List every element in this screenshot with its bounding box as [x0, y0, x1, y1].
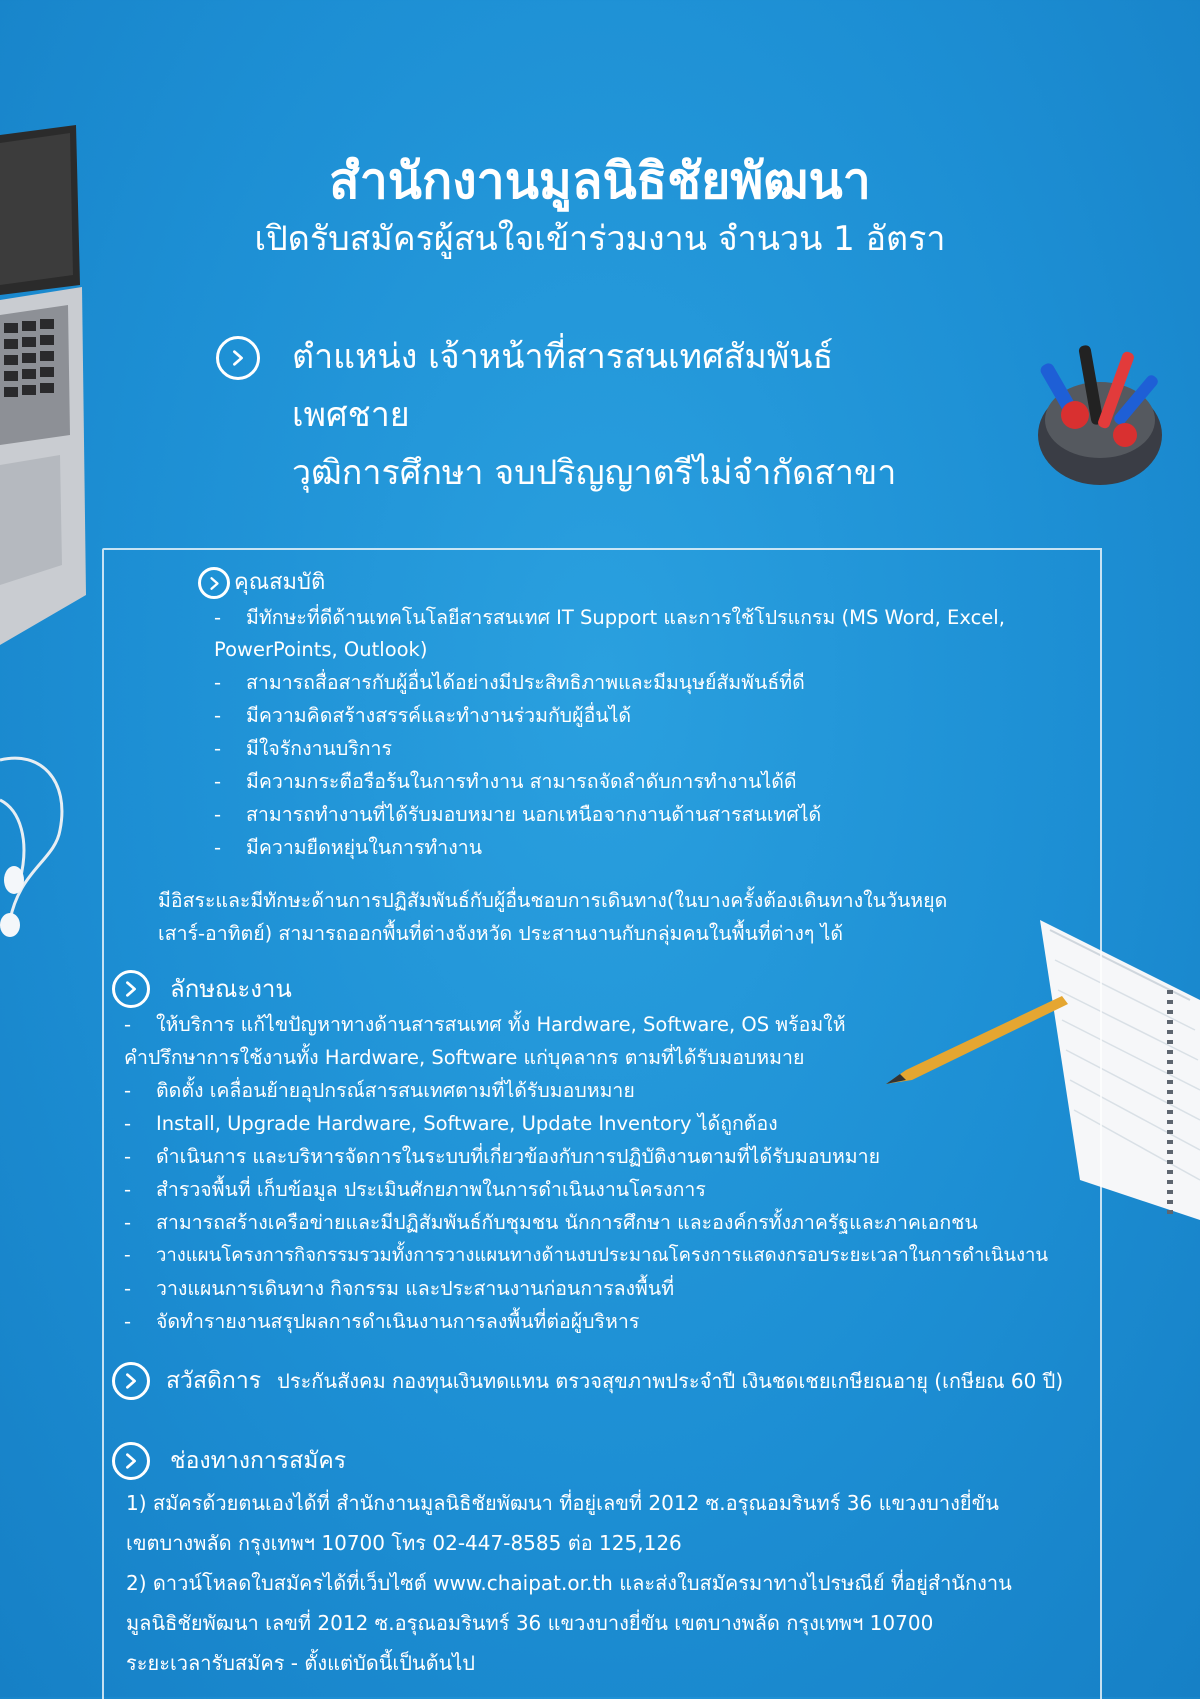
apply-line: ระยะเวลารับสมัคร - ตั้งแต่บัดนี้เป็นต้นไป — [126, 1651, 475, 1675]
chevron-circle-right-icon — [198, 567, 230, 599]
qualifications-note: มีอิสระและมีทักษะด้านการปฏิสัมพันธ์กับผู้อื่นชอบการเดินทาง(ในบางครั้งต้องเดินทางในวันหยุด — [158, 889, 948, 912]
apply-heading-label: ช่องทางการสมัคร — [170, 1448, 347, 1474]
chevron-circle-right-icon — [216, 336, 260, 380]
list-item: - มีทักษะที่ดีด้านเทคโนโลยีสารสนเทศ IT Support และการใช้โปรแกรม (MS Word, Excel, — [214, 606, 1005, 629]
list-item: - มีความกระตือรือร้นในการทำงาน สามารถจัดลำดับการทำงานได้ดี — [214, 770, 797, 793]
list-item: - สามารถสื่อสารกับผู้อื่นได้อย่างมีประสิทธิภาพและมีมนุษย์สัมพันธ์ที่ดี — [214, 671, 805, 694]
list-item: - วางแผนโครงการกิจกรรมรวมทั้งการวางแผนทางด้านงบประมาณโครงการแสดงกรอบระยะเวลาในการดำเนินงาน — [124, 1245, 1049, 1266]
list-item: - สามารถทำงานที่ได้รับมอบหมาย นอกเหนือจากงานด้านสารสนเทศได้ — [214, 803, 822, 826]
chevron-circle-right-icon — [112, 970, 150, 1008]
apply-heading — [112, 1442, 346, 1480]
welfare-heading: สวัสดิการ — [166, 1368, 262, 1394]
welfare-text: ประกันสังคม กองทุนเงินทดแทน ตรวจสุขภาพประจำปี เงินชดเชยเกษียณอายุ (เกษียณ 60 ปี) — [277, 1369, 1064, 1393]
list-item: - สามารถสร้างเครือข่ายและมีปฏิสัมพันธ์กับชุมชน นักการศึกษา และองค์กรทั้งภาครัฐและภาคเอกชน — [124, 1211, 978, 1234]
position-title: ตำแหน่ง เจ้าหน้าที่สารสนเทศสัมพันธ์ — [292, 337, 834, 377]
chevron-circle-right-icon — [112, 1362, 150, 1400]
list-item: - สำรวจพื้นที่ เก็บข้อมูล ประเมินศักยภาพในการดำเนินงานโครงการ — [124, 1178, 706, 1201]
qualifications-note: เสาร์-อาทิตย์) สามารถออกพื้นที่ต่างจังหวัด ประสานงานกับกลุ่มคนในพื้นที่ต่างๆ ได้ — [158, 922, 844, 945]
job-heading-label: ลักษณะงาน — [170, 975, 292, 1003]
position-education: วุฒิการศึกษา จบปริญญาตรีไม่จำกัดสาขา — [292, 453, 897, 493]
apply-line: มูลนิธิชัยพัฒนา เลขที่ 2012 ซ.อรุณอมรินทร์ 36 แขวงบางยี่ขัน เขตบางพลัด กรุงเทพฯ 10700 — [126, 1611, 934, 1635]
page-subtitle: เปิดรับสมัครผู้สนใจเข้าร่วมงาน จำนวน 1 อัตรา — [254, 219, 946, 259]
earphone-icon — [0, 740, 80, 940]
apply-line: 1) สมัครด้วยตนเองได้ที่ สำนักงานมูลนิธิชัยพัฒนา ที่อยู่เลขที่ 2012 ซ.อรุณอมรินทร์ 36 แขวงบางยี่ขัน — [126, 1491, 999, 1515]
job-heading — [112, 970, 292, 1008]
welfare-row — [112, 1362, 1063, 1400]
list-item: - Install, Upgrade Hardware, Software, Update Inventory ได้ถูกต้อง — [124, 1112, 778, 1135]
pen-cup-icon — [1015, 340, 1185, 490]
list-item: คำปรึกษาการใช้งานทั้ง Hardware, Software แก่บุคลากร ตามที่ได้รับมอบหมาย — [124, 1046, 805, 1069]
list-item: - ให้บริการ แก้ไขปัญหาทางด้านสารสนเทศ ทั้ง Hardware, Software, OS พร้อมให้ — [124, 1013, 846, 1036]
list-item: - มีความยืดหยุ่นในการทำงาน — [214, 836, 483, 859]
position-gender: เพศชาย — [292, 395, 410, 435]
list-item: - ติดตั้ง เคลื่อนย้ายอุปกรณ์สารสนเทศตามที่ได้รับมอบหมาย — [124, 1079, 635, 1102]
qualifications-heading — [198, 567, 325, 599]
list-item: - มีความคิดสร้างสรรค์และทำงานร่วมกับผู้อื่นได้ — [214, 704, 632, 727]
list-item: - วางแผนการเดินทาง กิจกรรม และประสานงานก่อนการลงพื้นที่ — [124, 1277, 675, 1300]
page-title: สำนักงานมูลนิธิชัยพัฒนา — [329, 152, 871, 210]
apply-line: 2) ดาวน์โหลดใบสมัครได้ที่เว็บไซต์ www.chaipat.or.th และส่งใบสมัครมาทางไปรษณีย์ ที่อยู่สำนักงาน — [126, 1571, 1012, 1595]
qualifications-heading-label: คุณสมบัติ — [234, 570, 326, 595]
list-item: - ดำเนินการ และบริหารจัดการในระบบที่เกี่ยวข้องกับการปฏิบัติงานตามที่ได้รับมอบหมาย — [124, 1145, 881, 1168]
chevron-circle-right-icon — [112, 1442, 150, 1480]
list-item: - จัดทำรายงานสรุปผลการดำเนินงานการลงพื้นที่ต่อผู้บริหาร — [124, 1310, 640, 1333]
list-item: - มีใจรักงานบริการ — [214, 737, 392, 760]
list-item: PowerPoints, Outlook) — [214, 638, 428, 661]
apply-line: เขตบางพลัด กรุงเทพฯ 10700 โทร 02-447-8585 ต่อ 125,126 — [126, 1531, 682, 1555]
